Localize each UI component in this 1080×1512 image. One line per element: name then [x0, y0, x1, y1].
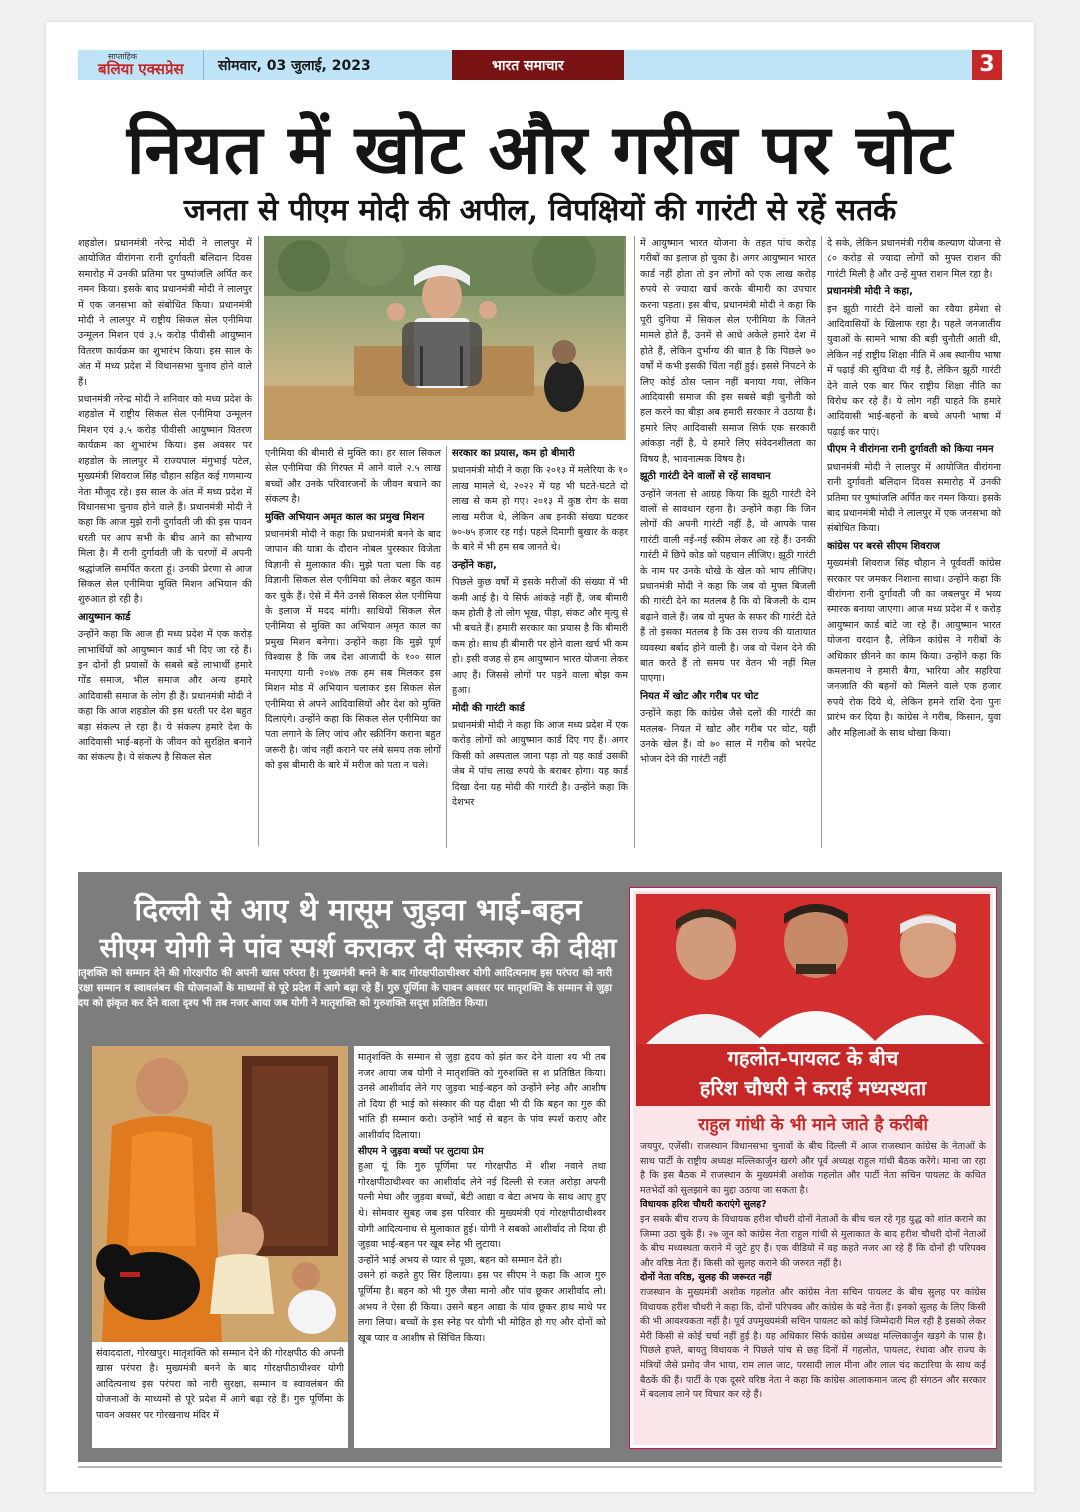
- yogi-article-text: [354, 1046, 610, 1448]
- subheading: दोनों नेता वरिष्ठ, सुलह की जरूरत नहीं: [640, 1272, 772, 1284]
- paragraph: राजस्थान के मुख्यमंत्री अशोक गहलोत और कांग्रेस नेता सचिन पायलट के बीच सुलह पर कांग्रेस विधायक हरीश चौधरी ने कहा कि, दोनों परिपक्व और कांग्रेस के बड़े नेता हैं। इनको सुलह के लिए किसी की भी आवश्यकता नहीं है। पूर्व उपमुख्यमंत्री सचिन पायलट को कोई जिम्मेदारी मिल रही है इसको लेकर मेरी किसी से कोई चर्चा नहीं हुई है। यह अधिकार सिर्फ कांग्रेस अध्यक्ष मल्लिकार्जुन खड़गे के पास है। पिछले हफ्ते, बायतु विधायक ने पिछले पांच से छह दिनों में गहलोत, पायलट, रंधावा और राज्य के मंत्रियों जैसे प्रमोद जैन भाया, राम लाल जाट, परसादी लाल मीना और लाल चंद कटारिया के साथ कई बैठकें की हैं। पार्टी के एक दूसरे वरिष्ठ नेता ने कहा कि कांग्रेस आलाकमान जल्द ही संगठन और सरकार में बदलाव लाने पर विचार कर रहे हैं।: [640, 1286, 986, 1401]
- section-name: भारत समाचार: [452, 50, 624, 80]
- paper-name: बलिया एक्सप्रेस: [98, 60, 184, 78]
- rajasthan-article-text: [640, 1140, 986, 1440]
- column-divider: [634, 236, 635, 848]
- paragraph: पिछले कुछ वर्षों में इसके मरीजों की संख्या में भी कमी आई है। ये सिर्फ आंकड़े नहीं हैं, जब बीमारी कम होती है तो लोग भूख, पीड़ा, संकट और मृत्यु से भी बचते हैं। हमारी सरकार का प्रयास है कि बीमारी कम हो। साथ ही बीमारी पर होने वाला खर्च भी कम हो। इसी वजह से हम आयुष्मान भारत योजना लेकर आए हैं। जिससे लोगों पर पड़ने वाला बोझ कम हुआ।: [452, 577, 628, 697]
- paragraph: इन झूठी गारंटी देने वालों का रवैया हमेशा से आदिवासियों के खिलाफ रहा है। पहले जनजातीय युवाओं के सामने भाषा की बड़ी चुनौती आती थी, लेकिन नई राष्ट्रीय शिक्षा नीति में अब स्थानीय भाषा में पढ़ाई की सुविधा दी गई है, लेकिन झूठी गारंटी देने वाले एक बार फिर राष्ट्रीय शिक्षा नीति का विरोध कर रहे हैं। ये लोग नहीं चाहते कि हमारे आदिवासी भाई-बहनों के बच्चे अपनी भाषा में पढ़ाई कर पाएं।: [827, 303, 1001, 438]
- caption-text: संवाददाता, गोरखपुर। मातृशक्ति को सम्मान देने की गोरक्षपीठ की अपनी खास परंपरा है। मुख्यमंत्री बनने के बाद गोरक्षपीठाधीश्वर योगी आदित्यनाथ इस परंपरा को नारी सुरक्षा, सम्मान व स्वावलंबन की योजनाओं के माध्यमों से पूरे प्रदेश में आगे बढ़ा रहे हैं। गुरु पूर्णिमा के पावन अवसर पर गोरखनाथ मंदिर में: [96, 1348, 344, 1421]
- yogi-photo-caption: [92, 1342, 348, 1448]
- subheading: आयुष्मान कार्ड: [78, 611, 131, 623]
- yogi-children-photo: [92, 1046, 348, 1342]
- paragraph: प्रधानमंत्री मोदी ने कहा कि आज मध्य प्रदेश में एक करोड़ लोगों को आयुष्मान कार्ड दिए गए हैं। अगर किसी को अस्पताल जाना पड़ा तो यह कार्ड उसकी जेब में पांच लाख रुपये के बराबर होगा। यह कार्ड दिखा देना यह मोदी की गारंटी है। उन्होंने कहा कि देशभर: [452, 719, 628, 808]
- column-divider: [821, 236, 822, 848]
- subheading: विधायक हरिश चौधरी कराएंगे सुलह?: [640, 1199, 767, 1211]
- modi-speech-photo: [264, 236, 626, 440]
- article-column-4: [640, 236, 816, 850]
- paper-logo: [78, 50, 204, 80]
- issue-date: सोमवार, 03 जुलाई, 2023: [204, 50, 452, 80]
- paragraph: शहडोल। प्रधानमंत्री नरेन्द्र मोदी ने लालपुर में आयोजित वीरांगना रानी दुर्गावती बलिदान दिवस समारोह में उनकी प्रतिमा पर पुष्पांजलि अर्पित कर नमन किया। इसके बाद प्रधानमंत्री मोदी ने लालपुर में एक जनसभा को संबोधित किया। प्रधानमंत्री मोदी ने लालपुर में राष्ट्रीय सिकल सेल एनीमिया उन्मूलन मिशन एवं ३.५ करोड़ पीवीसी आयुष्मान वितरण कार्यक्रम का शुभारंभ किया। इस साल के अंत में मध्य प्रदेश में विधानसभा चुनाव होने वाले हैं।: [78, 238, 252, 388]
- paragraph: हुआ यूं कि गुरु पूर्णिमा पर गोरक्षपीठ में शीश नवाने तथा गोरक्षपीठाधीश्वर का आशीर्वाद लेने नई दिल्ली से रजत अरोड़ा अपनी पत्नी मेघा और जुड़वा बच्चों, बेटी आद्या व बेटा अभय के साथ आए हुए थे। सोमवार सुबह जब इस परिवार की मुख्यमंत्री एवं गोरक्षपीठाधीश्वर योगी आदित्यनाथ से मुलाकात हुई। योगी ने सबको आशीर्वाद तो दिया ही जुड़वा भाई-बहन पर खूब स्नेह भी लुटाया।: [358, 1161, 606, 1251]
- subheading: मुक्ति अभियान अमृत काल का प्रमुख मिशन: [265, 511, 425, 523]
- paragraph: मातृशक्ति के सम्मान से जुड़ा हृदय को झंंत कर देने वाला श्य भी तब नजर आया जब योगी ने मातृशक्ति को गुरुशक्ति स श प्रतिष्ठित किया। उनसे आशीर्वाद लेने गए जुड़वा भाई-बहन को उन्होंने स्नेह और आशीष तो दिया ही भाई को संस्कार की यह दीक्षा भी दी कि बहन का गुरु की भांति ही सम्मान करो। उन्होंने भाई से बहन के पांव स्पर्श कराए और आशीर्वाद दिलाया।: [358, 1052, 606, 1141]
- main-subheadline: जनता से पीएम मोदी की अपील, विपक्षियों की गारंटी से रहें सतर्क: [183, 193, 897, 228]
- paragraph: उन्होंने जनता से आग्रह किया कि झूठी गारंटी देने वालों से सावधान रहना है। उन्होंने कहा कि जिन लोगों की अपनी गारंटी नहीं है, वो आपके पास गारंटी वाली नई-नई स्कीम लेकर आ रहे हैं। उनकी गारंटी में छिपे कोड को पहचान लीजिए। झूठी गारंटी के नाम पर उनके धोखे के खेल को भाप लीजिए। प्रधानमंत्री मोदी ने कहा कि जब वो मुफ्त बिजली की गारंटी देने का मतलब है कि वो बिजली के दाम बढ़ाने वाले हैं। जब वो मुफ्त के सफर की गारंटी देते हैं तो इसका मतलब है कि उस राज्य की यातायात व्यवस्था बर्बाद होने वाली है। जब वो पेंशन देने की बात करते हैं तो समय पर वेतन भी नहीं मिल पाएगा।: [640, 488, 816, 685]
- paragraph: उन्होंने कहा कि आज ही मध्य प्रदेश में एक करोड़ लाभार्थियों को आयुष्मान कार्ड भी दिए जा रहे हैं। इन दोनों ही प्रयासों के सबसे बड़े लाभार्थी हमारे गोंड समाज, भील समाज और अन्य हमारे आदिवासी समाज के लोग ही हैं। प्रधानमंत्री मोदी ने कहा कि आज शहडोल की इस धरती पर देश बहुत बड़ा संकल्प ले रहा है। ये संकल्प हमारे देश के आदिवासी भाई-बहनों के जीवन को सुरक्षित बनाने का संकल्प है। ये संकल्प है सिकल सेल: [78, 629, 252, 764]
- footer-rule: [78, 1466, 1002, 1468]
- leaders-photo-drawing: [636, 894, 990, 1044]
- subheading: पीएम ने वीरांगना रानी दुर्गावती को किया नमन: [827, 444, 994, 456]
- subheading: सीएम ने जुड़वा बच्चों पर लुटाया प्रेम: [358, 1145, 484, 1157]
- paragraph: उन्होंने कहा कि कांग्रेस जैसे दलों की गारंटी का मतलब- नियत में खोट और गरीब पर चोट, यही उनके खेल हैं। वो ७० साल में गरीब को भरपेट भोजन देने की गारंटी नहीं: [640, 708, 816, 766]
- article-column-5: [827, 236, 1001, 850]
- paragraph: प्रधानमंत्री मोदी ने कहा कि २०१३ में मलेरिया के १० लाख मामले थे, २०२२ में यह भी घटते-घटते दो लाख से कम हो गए। २०१३ में कुष्ठ रोग के सवा लाख मरीज थे, लेकिन अब इनकी संख्या घटकर ७०-७५ हजार रह गई। पहले दिमागी बुखार के कहर के बारे में भी हम सब जानते थे।: [452, 465, 628, 554]
- paragraph: प्रधानमंत्री मोदी ने लालपुर में आयोजित वीरांगना रानी दुर्गावती बलिदान दिवस समारोह में उनकी प्रतिमा पर पुष्पांजलि अर्पित कर नमन किया। इसके बाद प्रधानमंत्री मोदी ने लालपुर में एक जनसभा को संबोधित किया।: [827, 461, 1001, 535]
- weekly-label: साप्ताहिक: [108, 52, 138, 61]
- main-headline: नियत में खोट और गरीब पर चोट: [126, 110, 954, 190]
- paragraph: इन सबके बीच राज्य के विधायक हरीश चौधरी दोनों नेताओं के बीच चल रहे गृह युद्ध को शांत कराने का जिम्मा उठा चुके हैं। २७ जून को कांग्रेस नेता राहुल गांधी से मुलाकात के बाद हरीश चौधरी दोनों नेताओं के बीच मध्यस्थता कराने में जुटे हुए हैं। एक वीडियो में वह कहते नजर आ रहे हैं कि दोनों ही परिपक्व और वरिष्ठ नेता हैं। किसी को सुलह कराने की जरुरत नहीं है।: [640, 1213, 986, 1269]
- paragraph: उन्होंने भाई अभय से प्यार से पूछा, बहन को सम्मान देते हो।: [358, 1254, 563, 1266]
- subheading: झूठी गारंटी देने वालों से रहें सावधान: [640, 471, 771, 483]
- column-divider: [446, 446, 447, 848]
- paragraph: एनीमिया की बीमारी से मुक्ति का। हर साल सिकल सेल एनीमिया की गिरफ्त में आने वाले २.५ लाख बच्चों और उनके परिवारजनों के जीवन बचाने का संकल्प है।: [265, 448, 441, 506]
- subheading: प्रधानमंत्री मोदी ने कहा,: [827, 286, 913, 298]
- paragraph: दे सके, लेकिन प्रधानमंत्री गरीब कल्याण योजना से ८० करोड़ से ज्यादा लोगों को मुफ्त राशन की गारंटी मिली है और उन्हें मुफ्त राशन मिल रहा है।: [827, 238, 1001, 280]
- article-column-1: [78, 236, 252, 848]
- page-number: 3: [972, 50, 1002, 80]
- article-column-3: [452, 446, 628, 850]
- page-header: [78, 50, 1002, 80]
- yogi-children-photo-drawing: [92, 1046, 348, 1342]
- paragraph: में आयुष्मान भारत योजना के तहत पांच करोड़ गरीबों का इलाज हो चुका है। अगर आयुष्मान भारत कार्ड नहीं होता तो इन लोगों को एक लाख करोड़ रुपये से ज्यादा खर्च करके बीमारी का उपचार करना पड़ता। इस बीच, प्रधानमंत्री मोदी ने कहा कि पूरी दुनिया में सिकल सेल एनीमिया के जितने मामले होते हैं, उनमें से आधे अकेले हमारे देश में होते हैं, लेकिन दुर्भाग्य की बात है कि पिछले ७० वर्षों में कभी इसकी चिंता नहीं हुई। इससे निपटने के लिए कोई ठोस प्लान नहीं बनाया गया, लेकिन आदिवासी समाज की इस सबसे बड़ी चुनौती को हल करने का बीड़ा अब हमारी सरकार ने उठाया है। हमारे लिए आदिवासी समाज सिर्फ एक सरकारी आंकड़ा नहीं है, ये हमारे लिए संवेदनशीलता का विषय है, भावनात्मक विषय है।: [640, 238, 816, 465]
- article-column-2: [265, 446, 441, 850]
- paragraph: जयपुर, एजेंसी। राजस्थान विधानसभा चुनावों के बीच दिल्ली में आज राजस्थान कांग्रेस के नेताओं के साथ पार्टी के राष्ट्रीय अध्यक्ष मल्लिकार्जुन खरगे और पूर्व अध्यक्ष राहुल गांधी बैठक करेंगे। माना जा रहा है कि इस बैठक में राजस्थान के मुख्यमंत्री अशोक गहलोत और पार्टी नेता सचिन पायलट के कथित मतभेदों को सुलझाने का मुद्दा उठाया जा सकता है।: [640, 1141, 986, 1196]
- column-divider: [258, 236, 259, 846]
- header-fill: [624, 50, 972, 80]
- leaders-photo: [636, 894, 990, 1044]
- modi-speech-photo-drawing: [264, 236, 624, 440]
- rajasthan-headline-2: हरिश चौधरी ने कराई मध्यस्थता: [699, 1076, 927, 1100]
- rajasthan-headline-3: राहुल गांधी के भी माने जाते है करीबी: [636, 1108, 990, 1138]
- rajasthan-headline-1: गहलोत-पायलट के बीच: [727, 1046, 899, 1070]
- paragraph: प्रधानमंत्री मोदी ने कहा कि प्रधानमंत्री बनने के बाद जापान की यात्रा के दौरान नोबल पुरस्कार विजेता विज्ञानी से मुलाकात की। मुझे पता चला कि वह विज्ञानी सिकल सेल एनीमिया को लेकर बहुत काम कर चुके हैं। ऐसे में मैंने उनसे सिकल सेल एनीमिया के इलाज में मदद मांगी। साथियों सिकल सेल एनीमिया से मुक्ति का अभियान अमृत काल का प्रमुख मिशन बनेगा। उन्होंने कहा कि मुझे पूर्ण विश्वास है कि जब देश आजादी के १०० साल मनाएगा यानी २०४७ तक हम सब मिलकर इस मिशन मोड में अभियान चलाकर इस सिकल सेल एनीमिया से अपने आदिवासियों और देश को मुक्ति दिलाएंगे। उन्होंने कहा कि सिकल सेल एनीमिया का पता लगाने के लिए जांच और स्क्रीनिंग कराना बहुत जरूरी है। जांच नहीं कराने पर लंबे समय तक लोगों को इस बीमारी के बारे में मरीज को पता न चले।: [265, 529, 441, 772]
- paragraph: प्रधानमंत्री नरेन्द्र मोदी ने शनिवार को मध्य प्रदेश के शहडोल में राष्ट्रीय सिकल सेल एनीमिया उन्मूलन मिशन एवं ३.५ करोड़ पीवीसी आयुष्मान वितरण कार्यक्रम का शुभारंभ किया। इस अवसर पर शहडोल के लालपुर में राज्यपाल मंगुभाई पटेल, मुख्यमंत्री शिवराज सिंह चौहान सहित कई गणमान्य नेता मौजूद रहे। इस साल के अंत में मध्य प्रदेश में विधानसभा चुनाव होने वाले हैं। प्रधानमंत्री मोदी ने कहा कि आज मुझे रानी दुर्गावती जी की इस पावन धरती पर आप सभी के बीच आने का सौभाग्य मिला है। मैं रानी दुर्गावती जी के चरणों में अपनी श्रद्धांजलि समर्पित करता हूं। उनकी प्रेरणा से आज सिकल सेल एनीमिया मुक्ति मिशन अभियान की शुरुआत हो रही है।: [78, 394, 252, 606]
- subheading: मोदी की गारंटी कार्ड: [452, 702, 525, 714]
- yogi-headline-1: दिल्ली से आए थे मासूम जुड़वा भाई-बहन: [134, 893, 582, 928]
- yogi-headline-2: सीएम योगी ने पांव स्पर्श कराकर दी संस्कार की दीक्षा: [99, 933, 617, 964]
- subheading: उन्होंने कहा,: [452, 559, 497, 571]
- subheading: सरकार का प्रयास, कम हो बीमारी: [452, 448, 575, 459]
- subheading: नियत में खोट और गरीब पर चोट: [640, 690, 759, 702]
- paragraph: उसने हां कहते हुए सिर हिलाया। इस पर सीएम ने कहा कि आज गुरु पूर्णिमा है। बहन को भी गुरु जैसा मानो और पांव छूकर आशीर्वाद लो। अभय ने ऐसा ही किया। उसने बहन आद्या के पांव छूकर हाथ माथे पर लगा लिया। बच्चों के इस स्नेह पर योगी भी मोहित हो गए और दोनों को खूब प्यार व आशीष से सिंचित किया।: [358, 1270, 606, 1344]
- subheading: कांग्रेस पर बरसे सीएम शिवराज: [827, 540, 940, 552]
- yogi-intro: मातृशक्ति को सम्मान देने की गोरक्षपीठ की अपनी खास परंपरा है। मुख्यमंत्री बनने के बाद गोरक्षपीठाधीश्वर योगी आदित्यनाथ इस परंपरा को नारी सुरक्षा सम्मान व स्वावलंबन की योजनाओं के माध्यमों से पूरे प्रदेश में आगे बढ़ा रहे हैं। गुरु पूर्णिमा के पावन अवसर पर मातृशक्ति के सम्मान से जुड़ा हृदय को झंकृत कर देने वाला दृश्य भी तब नजर आया जब योगी ने मातृशक्ति को गुरुशक्ति सदृश प्रतिष्ठित किया।: [72, 968, 612, 1009]
- paragraph: मुख्यमंत्री शिवराज सिंह चौहान ने पूर्ववर्ती कांग्रेस सरकार पर जमकर निशाना साधा। उन्होंने कहा कि वीरांगना रानी दुर्गावती जी का जबलपुर में भव्य स्मारक बनाया जाएगा। आज मध्य प्रदेश में १ करोड़ आयुष्मान कार्ड बांटे जा रहे हैं। आयुष्मान भारत योजना वरदान है, लेकिन कांग्रेस ने गरीबों के अधिकार छीनने का काम किया। उन्होंने कहा कि कमलनाथ ने हमारी बैगा, भारिया और सहरिया जनजाति की बहनों को मिलने वाले एक हजार रुपये रोक दिये थे, लेकिन हमने राशि देना पुनः प्रारंभ कर दिया है। कांग्रेस ने गरीब, किसान, युवा और महिलाओं के साथ धोखा किया।: [827, 558, 1001, 739]
